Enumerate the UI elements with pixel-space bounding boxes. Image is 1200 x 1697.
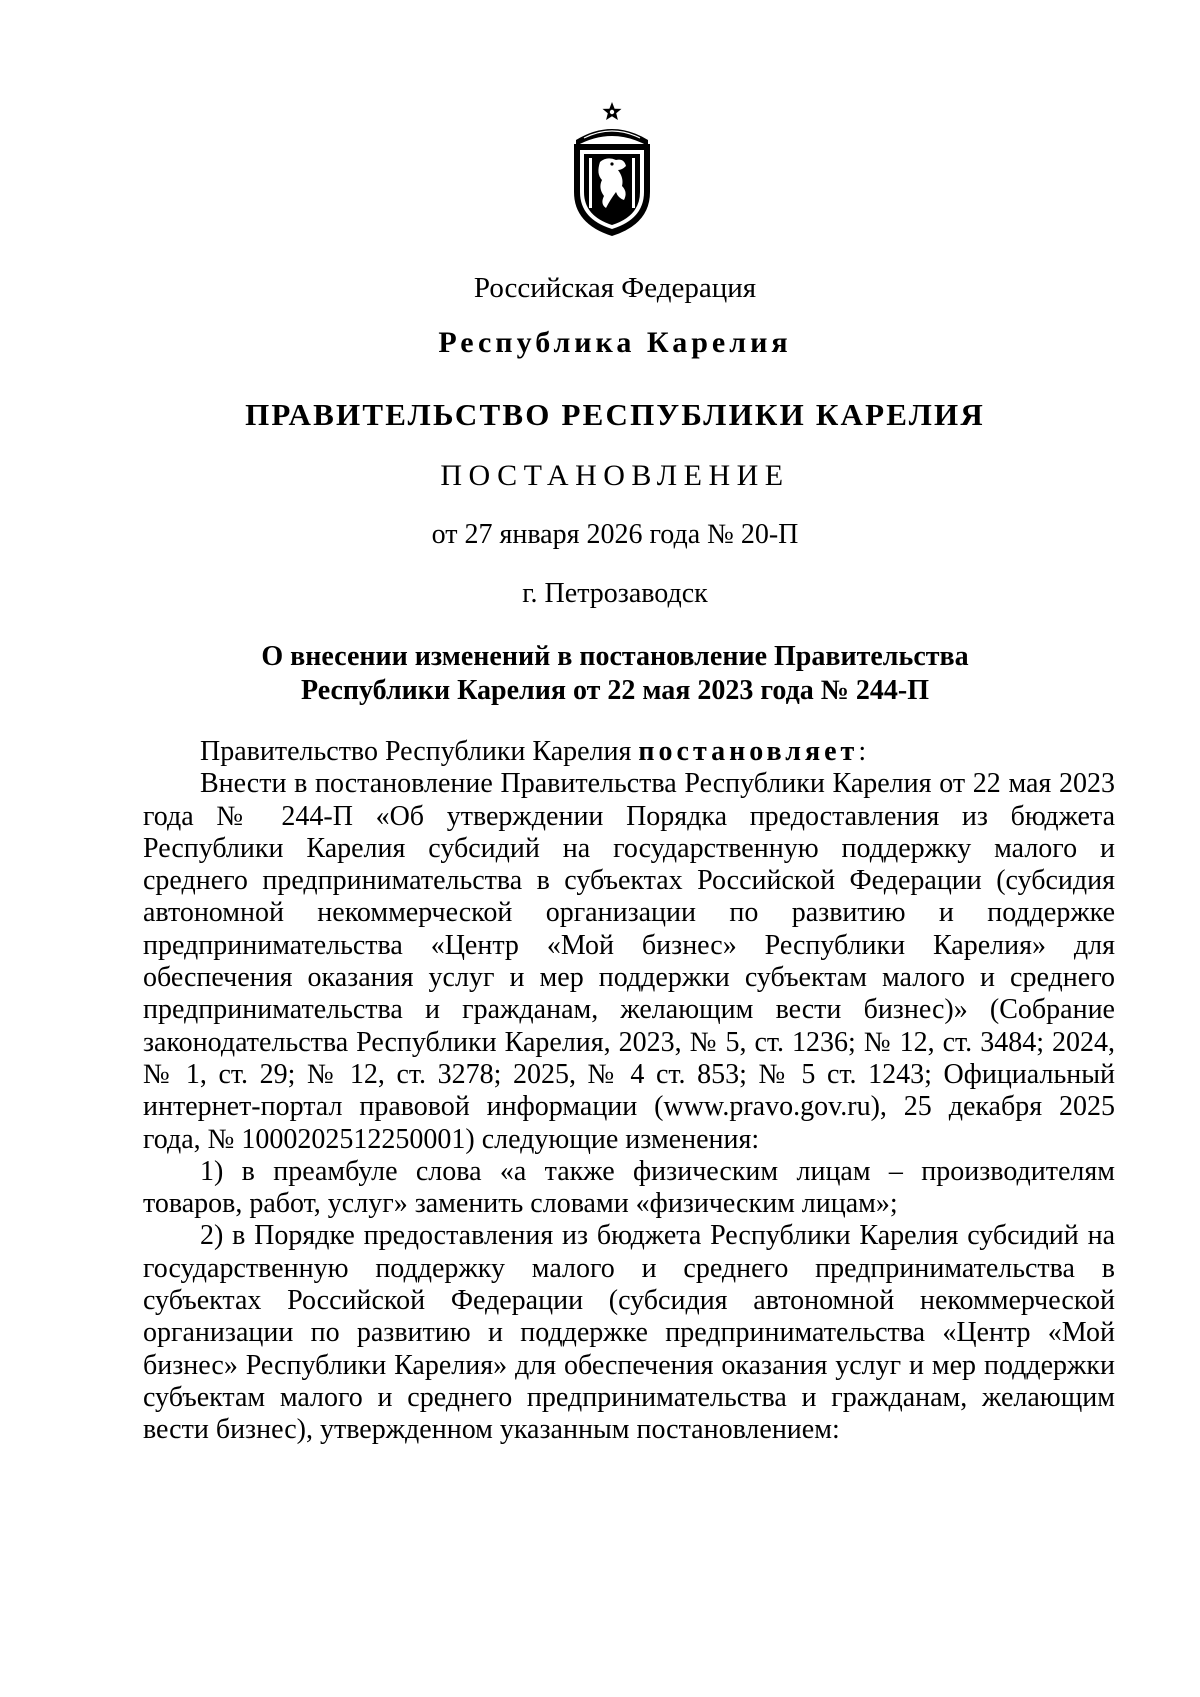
document-type: ПОСТАНОВЛЕНИЕ — [440, 459, 790, 492]
republic-name: Республика Карелия — [438, 326, 792, 359]
document-title-line-1: О внесении изменений в постановление Правительства — [261, 641, 969, 672]
item-2: 2) в Порядке предоставления из бюджета Республики Карелия субсидий на государственную поддержку малого и среднего предпринимательства в субъектах Российской Федерации (субсидия автономной некоммерческой организации по развитию и поддержке предпринимательства «Центр «Мой бизнес» Республики Карелия» для обеспечения оказания услуг и мер поддержки субъектам малого и среднего предпринимательства и гражданам, желающим вести бизнес), утвержденном указанным постановлением: — [143, 1220, 1115, 1446]
intro-colon: : — [858, 736, 867, 767]
intro-paragraph — [143, 736, 1115, 768]
document-title — [0, 640, 1200, 708]
document-city: г. Петрозаводск — [522, 578, 708, 609]
intro-keyword: постановляет — [638, 736, 859, 767]
item-1: 1) в преамбуле слова «а также физическим лицам – производителям товаров, работ, услуг» заменить словами «физическим лицам»; — [143, 1155, 1115, 1220]
government-name: ПРАВИТЕЛЬСТВО РЕСПУБЛИКИ КАРЕЛИЯ — [245, 397, 985, 432]
document-date-number: от 27 января 2026 года № 20-П — [431, 519, 799, 550]
country-name: Российская Федерация — [473, 272, 757, 304]
intro-text: Правительство Республики Карелия — [200, 736, 639, 767]
document-title-line-2: Республики Карелия от 22 мая 2023 года № 244-П — [300, 675, 930, 706]
karelia-coat-of-arms-icon — [562, 100, 662, 240]
paragraph-1: Внести в постановление Правительства Республики Карелия от 22 мая 2023 года № 244-П «Об утверждении Порядка предоставления из бюджета Республики Карелия субсидий на государственную поддержку малого и среднего предпринимательства в субъектах Российской Федерации (субсидия автономной некоммерческой организации по развитию и поддержке предпринимательства «Центр «Мой бизнес» Республики Карелия» для обеспечения оказания услуг и мер поддержки субъектам малого и среднего предпринимательства и гражданам, желающим вести бизнес)» (Собрание законодательства Республики Карелия, 2023, № 5, ст. 1236; № 12, ст. 3484; 2024, № 1, ст. 29; № 12, ст. 3278; 2025, № 4 ст. 853; № 5 ст. 1243; Официальный интернет-портал правовой информации (www.pravo.gov.ru), 25 декабря 2025 года, № 1000202512250001) следующие изменения: — [143, 768, 1115, 1155]
document-body — [143, 736, 1115, 1447]
